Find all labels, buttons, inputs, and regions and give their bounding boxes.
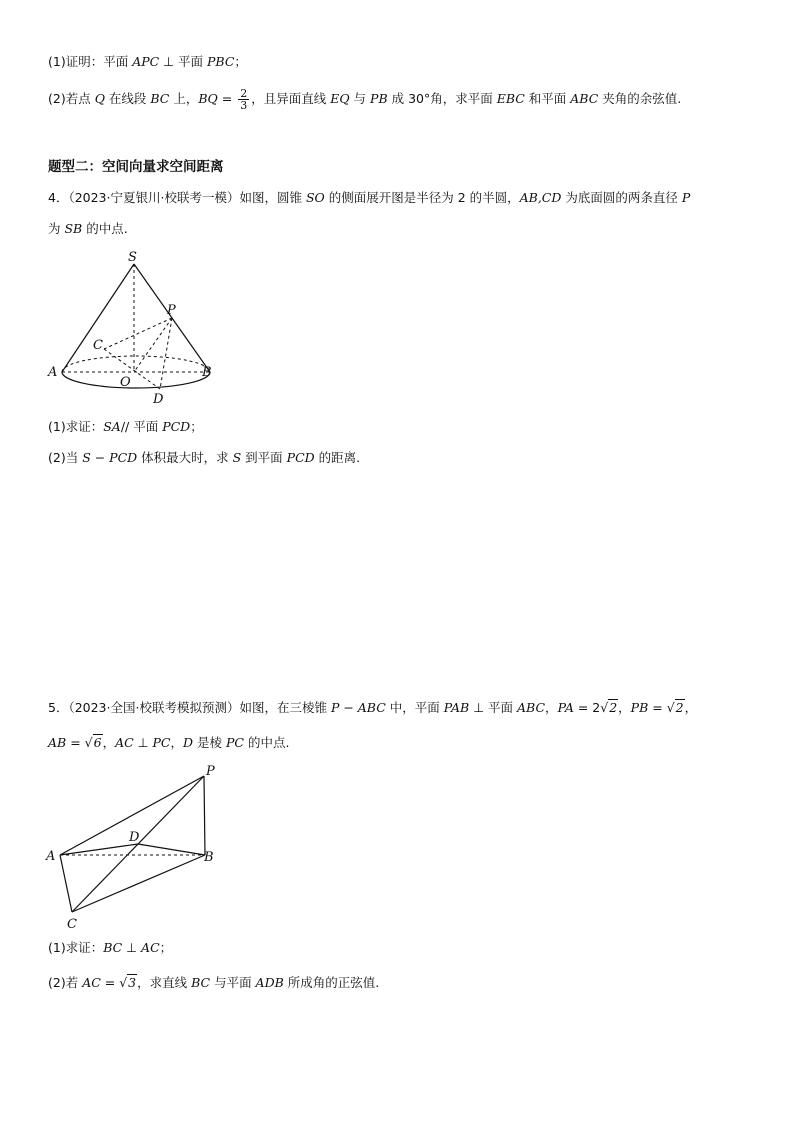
segment-AD <box>60 844 138 855</box>
label-B: B <box>202 365 212 380</box>
section-heading: 题型二：空间向量求空间距离 <box>48 159 224 175</box>
base-front-arc <box>62 372 210 388</box>
problem-5-statement-line-1: 5．（2023·全国·校联考模拟预测）如图，在三棱锥 P − ABC 中，平面 PAB ⊥ 平面 ABC，PA = 2√2，PB = √2， <box>48 700 698 715</box>
slant-SA <box>62 264 134 372</box>
edge-PB <box>204 776 205 855</box>
segment-PD <box>160 318 172 389</box>
problem-5-statement-line-2: AB = √6，AC ⊥ PC，D 是棱 PC 的中点. <box>48 735 290 750</box>
label-D: D <box>129 830 140 845</box>
sqrt-symbol: √2 <box>600 700 618 715</box>
segment-DB <box>138 844 205 855</box>
segment-PO <box>134 318 172 372</box>
label-A: A <box>46 849 56 864</box>
label-C: C <box>67 917 77 932</box>
edge-AC <box>60 855 72 912</box>
label-A: A <box>48 365 58 380</box>
problem-5-part-1: (1)求证：BC ⊥ AC； <box>48 940 173 955</box>
pyramid-figure <box>40 762 230 934</box>
label-O: O <box>120 375 131 390</box>
label-P: P <box>167 303 176 318</box>
label-B: B <box>204 850 214 865</box>
label-S: S <box>128 250 137 265</box>
label-P: P <box>206 764 215 779</box>
question-3-part-2: (2)若点 Q 在线段 BC 上，BQ = $\frac{2}{3}$ ，且异面直线 EQ 与 PB 成 30°角，求平面 EBC 和平面 ABC 夹角的余弦值. <box>48 87 682 112</box>
problem-4-part-2: (2)当 S − PCD 体积最大时，求 S 到平面 PCD 的距离. <box>48 450 361 465</box>
problem-4-statement-line-1: 4．（2023·宁夏银川·校联考一模）如图，圆锥 SO 的侧面展开图是半径为 2 的半圆，AB,CD 为底面圆的两条直径 P <box>48 190 691 205</box>
label-C: C <box>93 338 103 353</box>
diameter-CD <box>104 349 160 389</box>
problem-4-statement-line-2: 为 SB 的中点. <box>48 221 128 236</box>
problem-4-part-1: (1)求证：SA// 平面 PCD； <box>48 419 203 434</box>
label-D: D <box>153 392 164 407</box>
problem-5-part-2: (2)若 AC = √3，求直线 BC 与平面 ADB 所成角的正弦值. <box>48 975 380 990</box>
segment-PC <box>104 318 172 349</box>
sqrt-symbol: √3 <box>119 975 137 990</box>
question-3-part-1: (1)证明：平面 APC ⊥ 平面 PBC； <box>48 54 247 69</box>
edge-BC <box>72 855 205 912</box>
sqrt-symbol: √6 <box>84 735 102 750</box>
cone-figure <box>40 248 230 408</box>
fraction: $\frac{2}{3}$ <box>240 87 248 112</box>
sqrt-symbol: √2 <box>666 700 684 715</box>
